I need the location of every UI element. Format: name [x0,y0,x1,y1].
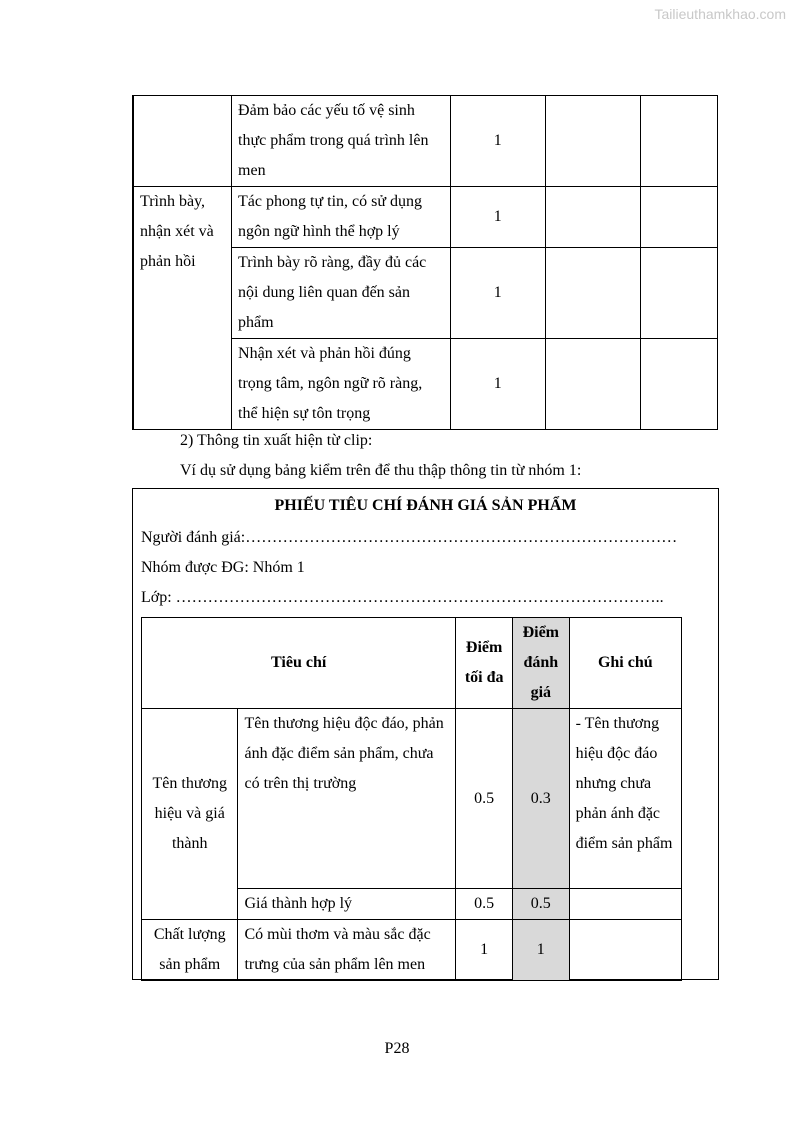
table-row [142,709,682,889]
note-header: Ghi chú [569,618,681,709]
table-header-row [142,618,682,709]
table-row [133,96,718,187]
max-score-header: Điểm tối đa [456,618,513,709]
class-line: Lớp: ……………………………………………………………………………….. [141,589,664,606]
criterion-cell: Nhận xét và phản hồi đúng trọng tâm, ngôn ngữ rõ ràng, thể hiện sự tôn trọng [232,339,451,430]
criteria-group-cell: Chất lượng sản phẩm [142,920,238,981]
assessment-table-continued [132,95,718,430]
criterion-cell: Trình bày rõ ràng, đầy đủ các nội dung liên quan đến sản phẩm [232,248,451,339]
criterion-cell: Giá thành hợp lý [238,889,456,920]
max-score-cell: 0.5 [456,709,513,889]
intro-paragraph: Ví dụ sử dụng bảng kiểm trên để thu thập thông tin từ nhóm 1: [180,462,582,479]
note-cell [569,920,681,981]
table-row [142,920,682,981]
empty-cell [640,248,717,339]
note-cell: - Tên thương hiệu độc đáo nhưng chưa phản ánh đặc điểm sản phẩm [569,709,681,889]
criterion-cell: Tác phong tự tin, có sử dụng ngôn ngữ hình thể hợp lý [232,187,451,248]
page-number: P28 [384,1040,410,1057]
group-line: Nhóm được ĐG: Nhóm 1 [141,559,305,576]
max-score-cell: 1 [456,920,513,981]
watermark: Tailieuthamkhao.com [654,6,786,22]
eval-score-cell: 0.5 [512,889,569,920]
eval-score-cell: 0.3 [512,709,569,889]
product-criteria-table [141,617,682,981]
evaluator-line: Người đánh giá:……………………………………………………………………… [141,529,678,546]
empty-cell [545,339,640,430]
score-cell: 1 [450,96,545,187]
table-row [133,187,718,248]
criteria-group-cell: Tên thương hiệu và giá thành [142,709,238,920]
criterion-cell: Tên thương hiệu độc đáo, phản ánh đặc điểm sản phẩm, chưa có trên thị trường [238,709,456,889]
criteria-header: Tiêu chí [142,618,456,709]
score-cell: 1 [450,248,545,339]
form-title: PHIẾU TIÊU CHÍ ĐÁNH GIÁ SẢN PHẨM [274,497,577,514]
criteria-group-cell: Trình bày, nhận xét và phản hồi [133,187,232,430]
note-cell [569,889,681,920]
criterion-cell: Có mùi thơm và màu sắc đặc trưng của sản phẩm lên men [238,920,456,981]
eval-score-header: Điểm đánh giá [512,618,569,709]
empty-cell [640,187,717,248]
empty-cell [640,339,717,430]
criteria-group-cell [133,96,232,187]
eval-score-cell: 1 [512,920,569,981]
empty-cell [640,96,717,187]
max-score-cell: 0.5 [456,889,513,920]
evaluation-form [132,488,719,980]
score-cell: 1 [450,339,545,430]
score-cell: 1 [450,187,545,248]
section-heading: 2) Thông tin xuất hiện từ clip: [180,432,373,449]
empty-cell [545,187,640,248]
empty-cell [545,248,640,339]
empty-cell [545,96,640,187]
criterion-cell: Đảm bảo các yếu tố vệ sinh thực phẩm trong quá trình lên men [232,96,451,187]
